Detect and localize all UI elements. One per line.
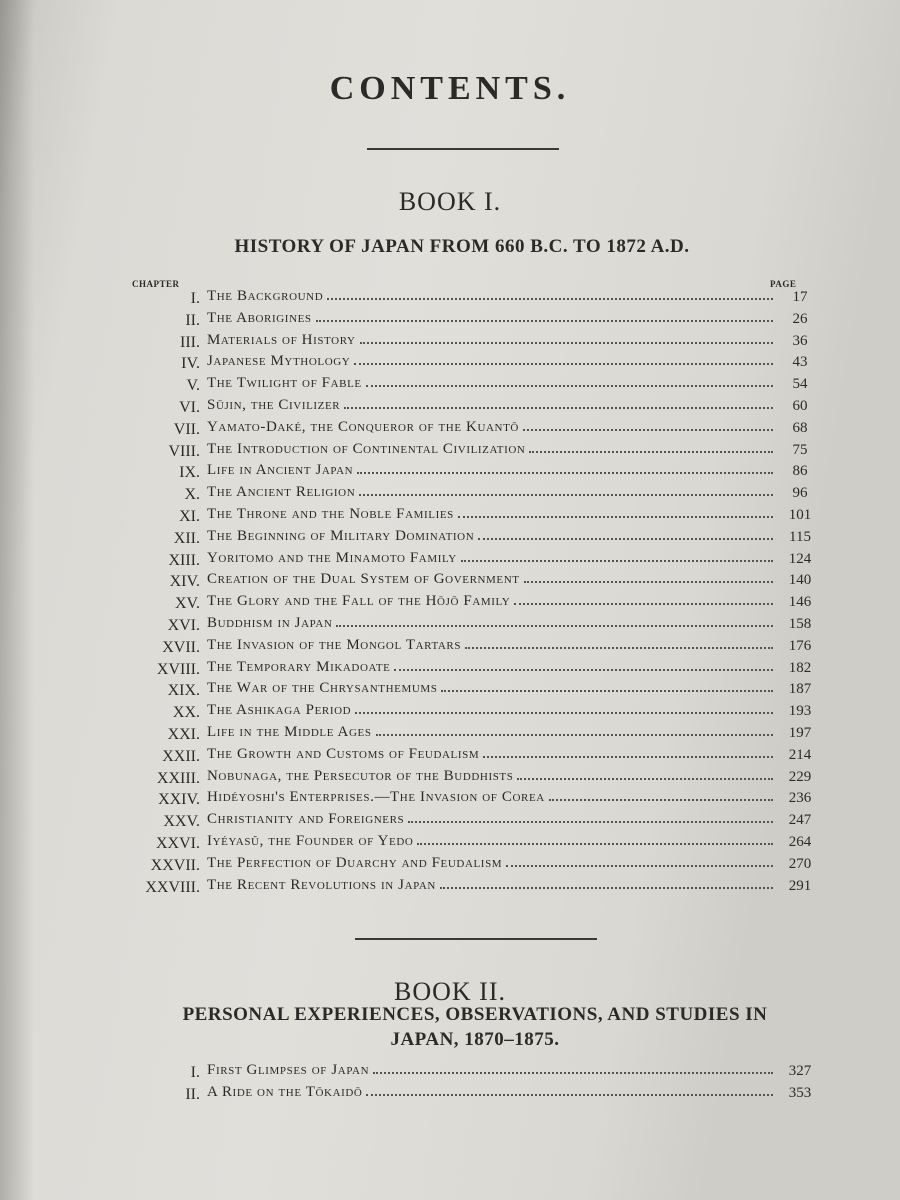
toc-row xyxy=(0,833,900,855)
toc-row xyxy=(0,811,900,833)
page-number: 353 xyxy=(788,1085,812,1101)
dot-leader xyxy=(461,560,773,562)
chapter-title: The Background xyxy=(207,288,324,304)
page-number: 60 xyxy=(792,398,808,414)
chapter-entry xyxy=(207,833,777,855)
dot-leader xyxy=(359,494,773,496)
page-column-label: PAGE xyxy=(770,279,797,289)
dot-leader xyxy=(336,625,773,627)
dot-leader xyxy=(354,363,773,365)
book1-heading: BOOK I. xyxy=(398,187,502,216)
toc-row xyxy=(0,789,900,811)
chapter-entry xyxy=(207,877,777,899)
chapter-number: XI. xyxy=(179,508,200,525)
chapter-entry xyxy=(207,659,777,681)
chapter-number: I. xyxy=(190,290,200,307)
chapter-number: IV. xyxy=(181,355,200,373)
chapter-number: IX. xyxy=(179,464,200,482)
page-number: 146 xyxy=(788,594,812,611)
chapter-number: XX. xyxy=(172,704,200,722)
chapter-number: XV. xyxy=(174,595,200,613)
page-number: 26 xyxy=(792,310,808,327)
page-number: 176 xyxy=(788,637,812,654)
chapter-entry xyxy=(207,310,777,332)
dot-leader xyxy=(523,429,773,431)
chapter-entry xyxy=(207,615,777,637)
page-number: 327 xyxy=(788,1063,812,1079)
chapter-entry xyxy=(207,593,777,615)
dot-leader xyxy=(417,843,773,845)
toc-row xyxy=(0,702,900,724)
dot-leader xyxy=(366,385,773,387)
chapter-entry xyxy=(207,855,777,877)
chapter-title: The Invasion of the Mongol Tartars xyxy=(207,636,462,653)
toc-row xyxy=(0,484,900,506)
chapter-entry xyxy=(207,637,777,659)
page-number: 96 xyxy=(792,485,808,502)
dot-leader xyxy=(327,298,773,300)
dot-leader xyxy=(465,647,773,649)
chapter-title: The Growth and Customs of Feudalism xyxy=(207,745,480,762)
toc-row xyxy=(0,528,900,550)
chapter-title: Japanese Mythology xyxy=(207,353,351,370)
page-number: 68 xyxy=(792,419,808,436)
dot-leader xyxy=(408,821,773,823)
chapter-entry xyxy=(207,768,777,790)
toc-row xyxy=(0,332,900,354)
chapter-number: I. xyxy=(190,1064,200,1081)
chapter-entry xyxy=(207,353,777,375)
chapter-number: XIII. xyxy=(168,551,200,569)
chapter-title: The Recent Revolutions in Japan xyxy=(207,876,436,893)
chapter-title: Materials of History xyxy=(207,331,356,348)
chapter-entry xyxy=(207,397,777,419)
chapter-number: XIV. xyxy=(169,573,200,591)
chapter-number: XXI. xyxy=(167,726,200,743)
chapter-title: Yoritomo and the Minamoto Family xyxy=(207,549,457,566)
dot-leader xyxy=(517,778,773,780)
chapter-entry xyxy=(207,680,777,702)
chapter-entry xyxy=(207,419,777,441)
chapter-title: Creation of the Dual System of Government xyxy=(207,571,520,588)
toc-row xyxy=(0,855,900,877)
page-number: 229 xyxy=(788,768,812,785)
chapter-title: The Temporary Mikadoate xyxy=(207,658,391,675)
chapter-entry xyxy=(207,441,777,463)
chapter-number: II. xyxy=(185,311,200,329)
dot-leader xyxy=(355,712,773,714)
book1-subtitle: HISTORY OF JAPAN FROM 660 B.C. TO 1872 A.D. xyxy=(234,236,690,257)
page-number: 182 xyxy=(788,659,812,676)
chapter-entry xyxy=(207,724,777,746)
chapter-title: Hidéyoshi's Enterprises.—The Invasion of Corea xyxy=(207,789,545,806)
chapter-number: VIII. xyxy=(168,442,200,460)
toc-row xyxy=(0,1062,900,1084)
page-number: 247 xyxy=(788,812,812,829)
chapter-title: The Twilight of Fable xyxy=(207,375,362,392)
chapter-column-label: CHAPTER xyxy=(132,279,180,289)
page-number: 124 xyxy=(788,550,812,567)
dot-leader xyxy=(373,1072,773,1074)
toc-row xyxy=(0,680,900,702)
page-number: 115 xyxy=(789,528,811,545)
dot-leader xyxy=(316,320,773,322)
page-number: 36 xyxy=(792,332,808,349)
dot-leader xyxy=(458,516,773,518)
page-number: 158 xyxy=(788,616,812,632)
toc-row xyxy=(0,288,900,310)
page-number: 270 xyxy=(788,855,812,872)
chapter-number: XXV. xyxy=(163,813,200,831)
dot-leader xyxy=(366,1094,773,1096)
page-number: 214 xyxy=(788,746,812,763)
toc-row xyxy=(0,441,900,463)
dot-leader xyxy=(440,887,773,889)
dot-leader xyxy=(529,451,773,453)
toc-row xyxy=(0,593,900,615)
chapter-number: XVIII. xyxy=(156,660,200,678)
toc-row xyxy=(0,877,900,899)
toc-row xyxy=(0,550,900,572)
chapter-number: VI. xyxy=(179,399,200,416)
page-number: 86 xyxy=(792,463,808,480)
toc-row xyxy=(0,506,900,528)
chapter-entry xyxy=(207,1062,777,1084)
chapter-title: The Aborigines xyxy=(207,309,312,326)
toc-row xyxy=(0,353,900,375)
dot-leader xyxy=(441,690,773,692)
chapter-title: The Ashikaga Period xyxy=(207,702,352,719)
chapter-number: XXVII. xyxy=(150,856,200,874)
chapter-title: Buddhism in Japan xyxy=(207,615,333,631)
chapter-title: Yamato-Daké, the Conqueror of the Kuantō xyxy=(207,418,519,435)
toc-row xyxy=(0,310,900,332)
chapter-number: X. xyxy=(184,486,200,504)
dot-leader xyxy=(483,756,773,758)
toc-row xyxy=(0,659,900,681)
book-divider xyxy=(355,938,597,940)
title-divider xyxy=(367,148,559,150)
chapter-entry xyxy=(207,789,777,811)
toc-row xyxy=(0,571,900,593)
page-number: 193 xyxy=(788,703,812,720)
chapter-entry xyxy=(207,288,777,310)
book2-heading: BOOK II. xyxy=(394,977,506,1006)
page-number: 101 xyxy=(788,507,812,523)
dot-leader xyxy=(357,472,773,474)
chapter-entry xyxy=(207,702,777,724)
chapter-number: XXIV. xyxy=(158,791,200,809)
chapter-number: V. xyxy=(186,377,200,395)
toc-row xyxy=(0,724,900,746)
toc-row xyxy=(0,637,900,659)
chapter-entry xyxy=(207,506,777,528)
chapter-title: Iyéyasŭ, the Founder of Yedo xyxy=(207,833,414,849)
dot-leader xyxy=(478,538,773,540)
page-number: 54 xyxy=(792,376,808,393)
chapter-entry xyxy=(207,1084,777,1106)
dot-leader xyxy=(344,407,773,409)
chapter-number: XXII. xyxy=(162,747,200,765)
chapter-title: Christianity and Foreigners xyxy=(207,811,405,828)
chapter-title: Life in Ancient Japan xyxy=(207,462,354,479)
chapter-title: The Ancient Religion xyxy=(207,484,356,501)
chapter-title: The War of the Chrysanthemums xyxy=(207,680,438,697)
page-number: 197 xyxy=(788,725,812,741)
chapter-number: VII. xyxy=(173,420,200,438)
page-number: 75 xyxy=(792,441,808,458)
chapter-entry xyxy=(207,375,777,397)
toc-row xyxy=(0,768,900,790)
page-number: 187 xyxy=(788,681,812,698)
chapter-number: XVI. xyxy=(167,617,200,634)
chapter-entry xyxy=(207,484,777,506)
chapter-entry xyxy=(207,746,777,768)
dot-leader xyxy=(360,342,773,344)
toc-row xyxy=(0,746,900,768)
chapter-number: XVII. xyxy=(162,638,200,656)
chapter-title: The Throne and the Noble Families xyxy=(207,506,454,522)
dot-leader xyxy=(514,603,773,605)
chapter-entry xyxy=(207,462,777,484)
chapter-title: A Ride on the Tōkaidō xyxy=(207,1084,363,1100)
toc-row xyxy=(0,1084,900,1106)
page-number: 43 xyxy=(792,354,808,371)
chapter-title: The Beginning of Military Domination xyxy=(207,527,475,544)
toc-row xyxy=(0,419,900,441)
chapter-number: XXIII. xyxy=(156,769,200,787)
chapter-number: II. xyxy=(185,1086,200,1103)
toc-row xyxy=(0,397,900,419)
page-number: 236 xyxy=(788,790,812,807)
dot-leader xyxy=(549,799,773,801)
chapter-entry xyxy=(207,528,777,550)
page-number: 17 xyxy=(792,289,808,305)
dot-leader xyxy=(394,669,773,671)
chapter-title: The Introduction of Continental Civilization xyxy=(207,440,526,457)
book2-subtitle-line1: PERSONAL EXPERIENCES, OBSERVATIONS, AND STUDIES IN xyxy=(182,1004,768,1025)
chapter-number: XXVI. xyxy=(156,835,200,852)
book2-subtitle-line2: JAPAN, 1870–1875. xyxy=(390,1029,560,1050)
chapter-title: Nobunaga, the Persecutor of the Buddhists xyxy=(207,767,514,784)
chapter-number: XXVIII. xyxy=(145,878,200,896)
chapter-title: The Glory and the Fall of the Hōjō Family xyxy=(207,593,511,610)
dot-leader xyxy=(524,581,773,583)
toc-row xyxy=(0,615,900,637)
toc-row xyxy=(0,375,900,397)
chapter-title: The Perfection of Duarchy and Feudalism xyxy=(207,854,503,871)
chapter-entry xyxy=(207,811,777,833)
chapter-entry xyxy=(207,571,777,593)
page-number: 291 xyxy=(788,877,812,894)
page-title: CONTENTS. xyxy=(329,70,571,107)
dot-leader xyxy=(376,734,773,736)
chapter-number: III. xyxy=(180,333,200,351)
page-number: 264 xyxy=(788,834,812,850)
chapter-number: XIX. xyxy=(167,682,200,700)
toc-row xyxy=(0,462,900,484)
chapter-number: XII. xyxy=(173,529,200,547)
chapter-title: Life in the Middle Ages xyxy=(207,724,372,740)
chapter-title: First Glimpses of Japan xyxy=(207,1062,370,1078)
dot-leader xyxy=(506,865,773,867)
chapter-entry xyxy=(207,550,777,572)
chapter-title: Sūjin, the Civilizer xyxy=(207,397,341,413)
chapter-entry xyxy=(207,332,777,354)
page-number: 140 xyxy=(788,572,812,589)
